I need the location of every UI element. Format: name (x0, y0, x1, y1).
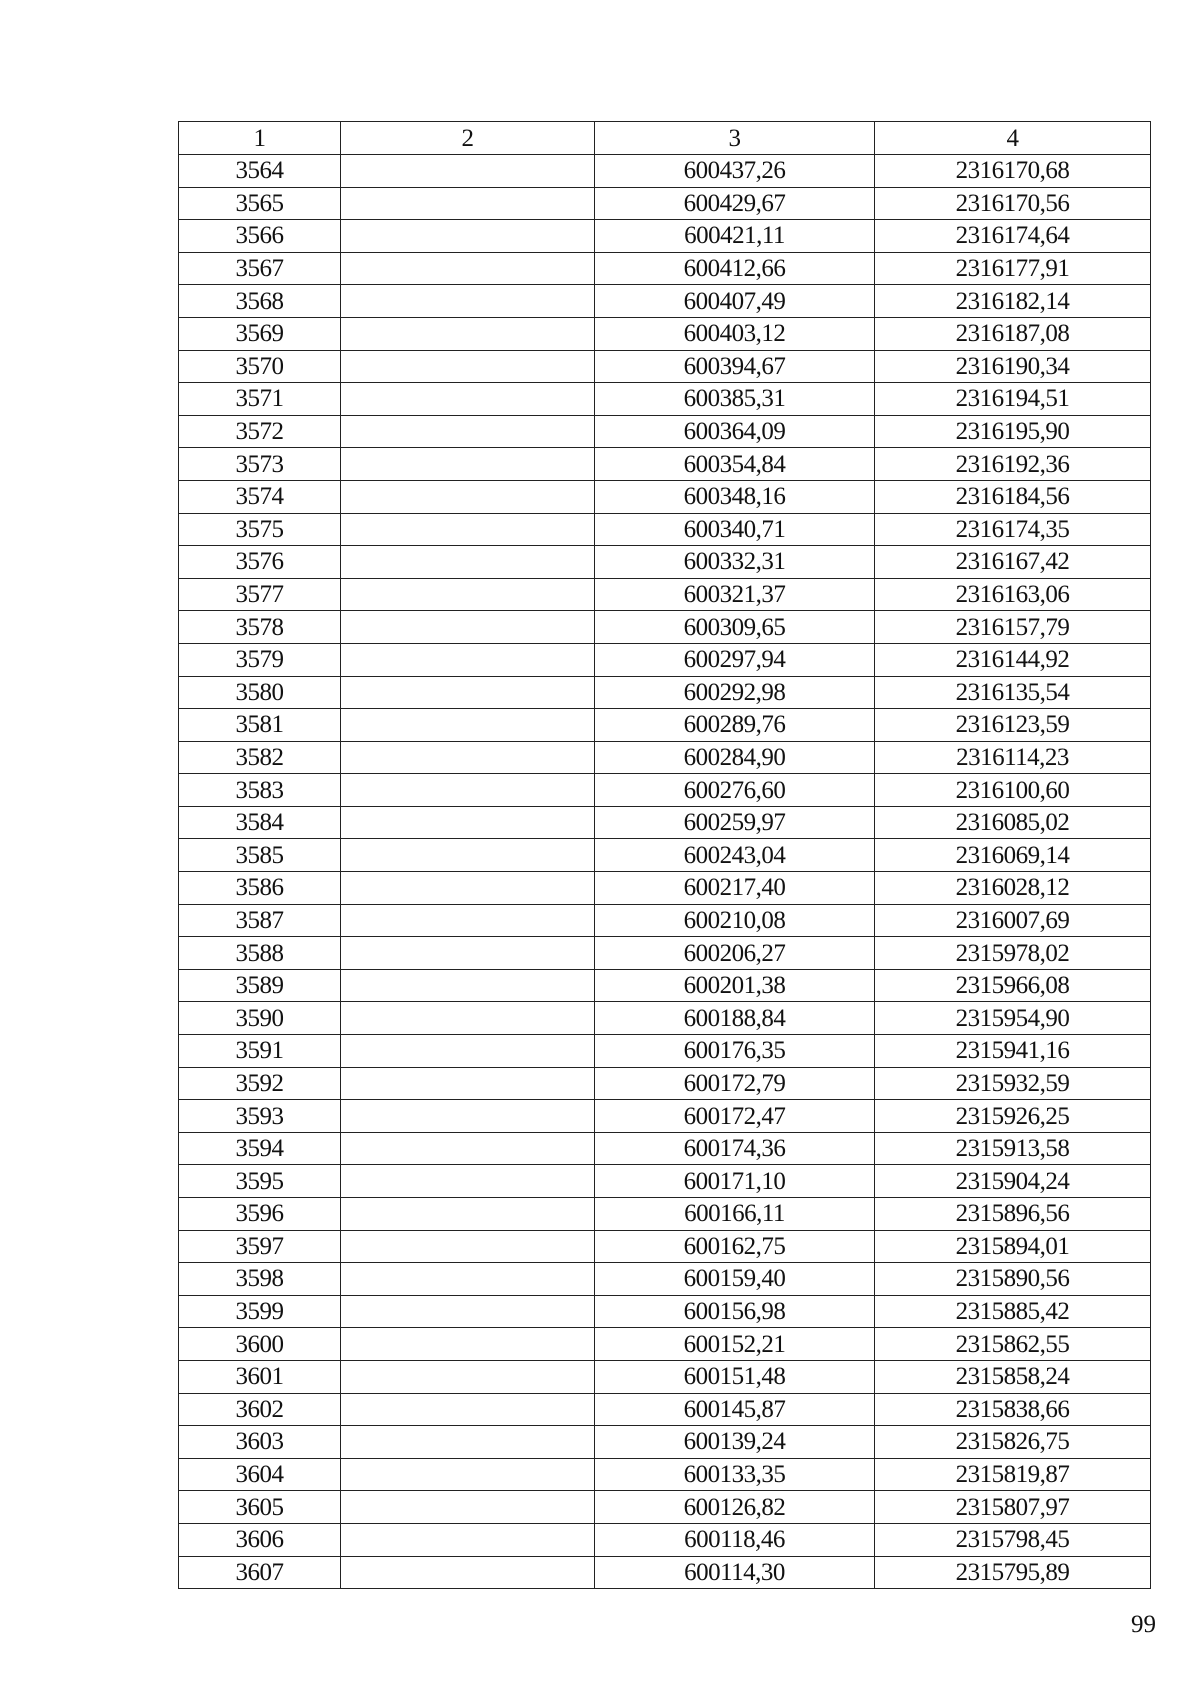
blank-cell (341, 1132, 595, 1165)
blank-cell (341, 1491, 595, 1524)
x-coordinate-cell: 600309,65 (595, 611, 875, 644)
x-coordinate-cell: 600159,40 (595, 1263, 875, 1296)
y-coordinate-cell: 2316184,56 (875, 480, 1151, 513)
table-row (179, 839, 1151, 872)
table-row (179, 1263, 1151, 1296)
table-row (179, 643, 1151, 676)
y-coordinate-cell: 2316135,54 (875, 676, 1151, 709)
x-coordinate-cell: 600259,97 (595, 806, 875, 839)
point-number-cell: 3581 (179, 709, 341, 742)
x-coordinate-cell: 600162,75 (595, 1230, 875, 1263)
y-coordinate-cell: 2315795,89 (875, 1556, 1151, 1589)
x-coordinate-cell: 600292,98 (595, 676, 875, 709)
point-number-cell: 3589 (179, 969, 341, 1002)
x-coordinate-cell: 600429,67 (595, 187, 875, 220)
table-row (179, 578, 1151, 611)
point-number-cell: 3596 (179, 1198, 341, 1231)
point-number-cell: 3604 (179, 1458, 341, 1491)
table-row (179, 1458, 1151, 1491)
blank-cell (341, 317, 595, 350)
point-number-cell: 3583 (179, 774, 341, 807)
y-coordinate-cell: 2316182,14 (875, 285, 1151, 318)
point-number-cell: 3587 (179, 904, 341, 937)
blank-cell (341, 513, 595, 546)
y-coordinate-cell: 2316174,64 (875, 220, 1151, 253)
table-row (179, 513, 1151, 546)
blank-cell (341, 220, 595, 253)
y-coordinate-cell: 2316144,92 (875, 643, 1151, 676)
x-coordinate-cell: 600354,84 (595, 448, 875, 481)
table-row (179, 806, 1151, 839)
table-row (179, 1328, 1151, 1361)
x-coordinate-cell: 600297,94 (595, 643, 875, 676)
table-row (179, 1295, 1151, 1328)
point-number-cell: 3579 (179, 643, 341, 676)
blank-cell (341, 1328, 595, 1361)
y-coordinate-cell: 2316195,90 (875, 415, 1151, 448)
y-coordinate-cell: 2316192,36 (875, 448, 1151, 481)
x-coordinate-cell: 600172,47 (595, 1100, 875, 1133)
point-number-cell: 3594 (179, 1132, 341, 1165)
point-number-cell: 3575 (179, 513, 341, 546)
point-number-cell: 3577 (179, 578, 341, 611)
blank-cell (341, 806, 595, 839)
point-number-cell: 3568 (179, 285, 341, 318)
table-row (179, 774, 1151, 807)
blank-cell (341, 578, 595, 611)
table-row (179, 317, 1151, 350)
x-coordinate-cell: 600217,40 (595, 872, 875, 905)
y-coordinate-cell: 2316163,06 (875, 578, 1151, 611)
blank-cell (341, 872, 595, 905)
table-row (179, 1067, 1151, 1100)
table-row (179, 546, 1151, 579)
table-row (179, 252, 1151, 285)
y-coordinate-cell: 2316170,56 (875, 187, 1151, 220)
point-number-cell: 3580 (179, 676, 341, 709)
blank-cell (341, 969, 595, 1002)
point-number-cell: 3595 (179, 1165, 341, 1198)
y-coordinate-cell: 2316028,12 (875, 872, 1151, 905)
y-coordinate-cell: 2315966,08 (875, 969, 1151, 1002)
table-row (179, 1230, 1151, 1263)
blank-cell (341, 1295, 595, 1328)
point-number-cell: 3572 (179, 415, 341, 448)
blank-cell (341, 155, 595, 188)
y-coordinate-cell: 2315932,59 (875, 1067, 1151, 1100)
point-number-cell: 3585 (179, 839, 341, 872)
x-coordinate-cell: 600412,66 (595, 252, 875, 285)
point-number-cell: 3591 (179, 1035, 341, 1068)
table-row (179, 1523, 1151, 1556)
table-row (179, 220, 1151, 253)
blank-cell (341, 709, 595, 742)
table-row (179, 415, 1151, 448)
y-coordinate-cell: 2316114,23 (875, 741, 1151, 774)
table-row (179, 937, 1151, 970)
blank-cell (341, 285, 595, 318)
x-coordinate-cell: 600437,26 (595, 155, 875, 188)
x-coordinate-cell: 600206,27 (595, 937, 875, 970)
blank-cell (341, 937, 595, 970)
table-row (179, 1426, 1151, 1459)
table-row (179, 1002, 1151, 1035)
blank-cell (341, 1556, 595, 1589)
blank-cell (341, 350, 595, 383)
blank-cell (341, 383, 595, 416)
point-number-cell: 3607 (179, 1556, 341, 1589)
point-number-cell: 3565 (179, 187, 341, 220)
point-number-cell: 3566 (179, 220, 341, 253)
table-row (179, 480, 1151, 513)
blank-cell (341, 1100, 595, 1133)
blank-cell (341, 1426, 595, 1459)
blank-cell (341, 448, 595, 481)
x-coordinate-cell: 600321,37 (595, 578, 875, 611)
blank-cell (341, 252, 595, 285)
x-coordinate-cell: 600152,21 (595, 1328, 875, 1361)
point-number-cell: 3567 (179, 252, 341, 285)
header-col-4: 4 (875, 122, 1151, 155)
table-row (179, 1132, 1151, 1165)
table-row (179, 448, 1151, 481)
point-number-cell: 3584 (179, 806, 341, 839)
point-number-cell: 3603 (179, 1426, 341, 1459)
x-coordinate-cell: 600284,90 (595, 741, 875, 774)
blank-cell (341, 546, 595, 579)
table-row (179, 872, 1151, 905)
y-coordinate-cell: 2315941,16 (875, 1035, 1151, 1068)
point-number-cell: 3564 (179, 155, 341, 188)
y-coordinate-cell: 2315926,25 (875, 1100, 1151, 1133)
table-row (179, 969, 1151, 1002)
blank-cell (341, 480, 595, 513)
table-row (179, 383, 1151, 416)
table-row (179, 676, 1151, 709)
x-coordinate-cell: 600156,98 (595, 1295, 875, 1328)
header-col-2: 2 (341, 122, 595, 155)
blank-cell (341, 1002, 595, 1035)
table-body (179, 155, 1151, 1589)
y-coordinate-cell: 2316187,08 (875, 317, 1151, 350)
table-row (179, 741, 1151, 774)
y-coordinate-cell: 2315885,42 (875, 1295, 1151, 1328)
y-coordinate-cell: 2315890,56 (875, 1263, 1151, 1296)
table-row (179, 1360, 1151, 1393)
blank-cell (341, 774, 595, 807)
x-coordinate-cell: 600385,31 (595, 383, 875, 416)
blank-cell (341, 415, 595, 448)
header-col-1: 1 (179, 122, 341, 155)
point-number-cell: 3586 (179, 872, 341, 905)
blank-cell (341, 1230, 595, 1263)
y-coordinate-cell: 2315896,56 (875, 1198, 1151, 1231)
x-coordinate-cell: 600403,12 (595, 317, 875, 350)
x-coordinate-cell: 600243,04 (595, 839, 875, 872)
point-number-cell: 3597 (179, 1230, 341, 1263)
point-number-cell: 3578 (179, 611, 341, 644)
y-coordinate-cell: 2316123,59 (875, 709, 1151, 742)
table-row (179, 1393, 1151, 1426)
x-coordinate-cell: 600421,11 (595, 220, 875, 253)
blank-cell (341, 187, 595, 220)
blank-cell (341, 904, 595, 937)
point-number-cell: 3599 (179, 1295, 341, 1328)
blank-cell (341, 741, 595, 774)
x-coordinate-cell: 600114,30 (595, 1556, 875, 1589)
table-row (179, 611, 1151, 644)
y-coordinate-cell: 2315826,75 (875, 1426, 1151, 1459)
table-row (179, 187, 1151, 220)
x-coordinate-cell: 600394,67 (595, 350, 875, 383)
point-number-cell: 3598 (179, 1263, 341, 1296)
x-coordinate-cell: 600145,87 (595, 1393, 875, 1426)
point-number-cell: 3602 (179, 1393, 341, 1426)
y-coordinate-cell: 2316174,35 (875, 513, 1151, 546)
y-coordinate-cell: 2315913,58 (875, 1132, 1151, 1165)
point-number-cell: 3588 (179, 937, 341, 970)
point-number-cell: 3600 (179, 1328, 341, 1361)
x-coordinate-cell: 600407,49 (595, 285, 875, 318)
x-coordinate-cell: 600172,79 (595, 1067, 875, 1100)
x-coordinate-cell: 600166,11 (595, 1198, 875, 1231)
x-coordinate-cell: 600201,38 (595, 969, 875, 1002)
x-coordinate-cell: 600364,09 (595, 415, 875, 448)
x-coordinate-cell: 600133,35 (595, 1458, 875, 1491)
point-number-cell: 3570 (179, 350, 341, 383)
x-coordinate-cell: 600332,31 (595, 546, 875, 579)
y-coordinate-cell: 2315798,45 (875, 1523, 1151, 1556)
y-coordinate-cell: 2315819,87 (875, 1458, 1151, 1491)
y-coordinate-cell: 2315894,01 (875, 1230, 1151, 1263)
table-row (179, 1100, 1151, 1133)
point-number-cell: 3574 (179, 480, 341, 513)
y-coordinate-cell: 2316100,60 (875, 774, 1151, 807)
table-row (179, 709, 1151, 742)
x-coordinate-cell: 600171,10 (595, 1165, 875, 1198)
y-coordinate-cell: 2316007,69 (875, 904, 1151, 937)
y-coordinate-cell: 2316170,68 (875, 155, 1151, 188)
blank-cell (341, 1165, 595, 1198)
page-number: 99 (1131, 1611, 1156, 1638)
y-coordinate-cell: 2315858,24 (875, 1360, 1151, 1393)
table-row (179, 155, 1151, 188)
y-coordinate-cell: 2315838,66 (875, 1393, 1151, 1426)
blank-cell (341, 1360, 595, 1393)
y-coordinate-cell: 2316157,79 (875, 611, 1151, 644)
y-coordinate-cell: 2315978,02 (875, 937, 1151, 970)
point-number-cell: 3592 (179, 1067, 341, 1100)
blank-cell (341, 643, 595, 676)
table-row (179, 904, 1151, 937)
point-number-cell: 3590 (179, 1002, 341, 1035)
y-coordinate-cell: 2315904,24 (875, 1165, 1151, 1198)
y-coordinate-cell: 2315807,97 (875, 1491, 1151, 1524)
y-coordinate-cell: 2316069,14 (875, 839, 1151, 872)
point-number-cell: 3606 (179, 1523, 341, 1556)
blank-cell (341, 1523, 595, 1556)
header-row (179, 122, 1151, 155)
x-coordinate-cell: 600340,71 (595, 513, 875, 546)
x-coordinate-cell: 600151,48 (595, 1360, 875, 1393)
table-row (179, 1198, 1151, 1231)
y-coordinate-cell: 2316194,51 (875, 383, 1151, 416)
y-coordinate-cell: 2316167,42 (875, 546, 1151, 579)
blank-cell (341, 1035, 595, 1068)
point-number-cell: 3569 (179, 317, 341, 350)
table-row (179, 1491, 1151, 1524)
point-number-cell: 3573 (179, 448, 341, 481)
y-coordinate-cell: 2316177,91 (875, 252, 1151, 285)
x-coordinate-cell: 600188,84 (595, 1002, 875, 1035)
x-coordinate-cell: 600348,16 (595, 480, 875, 513)
x-coordinate-cell: 600126,82 (595, 1491, 875, 1524)
y-coordinate-cell: 2316190,34 (875, 350, 1151, 383)
x-coordinate-cell: 600210,08 (595, 904, 875, 937)
point-number-cell: 3601 (179, 1360, 341, 1393)
blank-cell (341, 676, 595, 709)
blank-cell (341, 1458, 595, 1491)
blank-cell (341, 1263, 595, 1296)
header-col-3: 3 (595, 122, 875, 155)
y-coordinate-cell: 2315954,90 (875, 1002, 1151, 1035)
coordinates-table (178, 121, 1151, 1589)
x-coordinate-cell: 600176,35 (595, 1035, 875, 1068)
point-number-cell: 3576 (179, 546, 341, 579)
x-coordinate-cell: 600276,60 (595, 774, 875, 807)
x-coordinate-cell: 600174,36 (595, 1132, 875, 1165)
x-coordinate-cell: 600118,46 (595, 1523, 875, 1556)
point-number-cell: 3593 (179, 1100, 341, 1133)
blank-cell (341, 611, 595, 644)
table-row (179, 1165, 1151, 1198)
table-row (179, 1035, 1151, 1068)
table-header (179, 122, 1151, 155)
x-coordinate-cell: 600289,76 (595, 709, 875, 742)
point-number-cell: 3571 (179, 383, 341, 416)
point-number-cell: 3582 (179, 741, 341, 774)
y-coordinate-cell: 2315862,55 (875, 1328, 1151, 1361)
table-row (179, 1556, 1151, 1589)
x-coordinate-cell: 600139,24 (595, 1426, 875, 1459)
blank-cell (341, 1067, 595, 1100)
table-row (179, 350, 1151, 383)
y-coordinate-cell: 2316085,02 (875, 806, 1151, 839)
blank-cell (341, 1198, 595, 1231)
blank-cell (341, 1393, 595, 1426)
table-row (179, 285, 1151, 318)
point-number-cell: 3605 (179, 1491, 341, 1524)
blank-cell (341, 839, 595, 872)
